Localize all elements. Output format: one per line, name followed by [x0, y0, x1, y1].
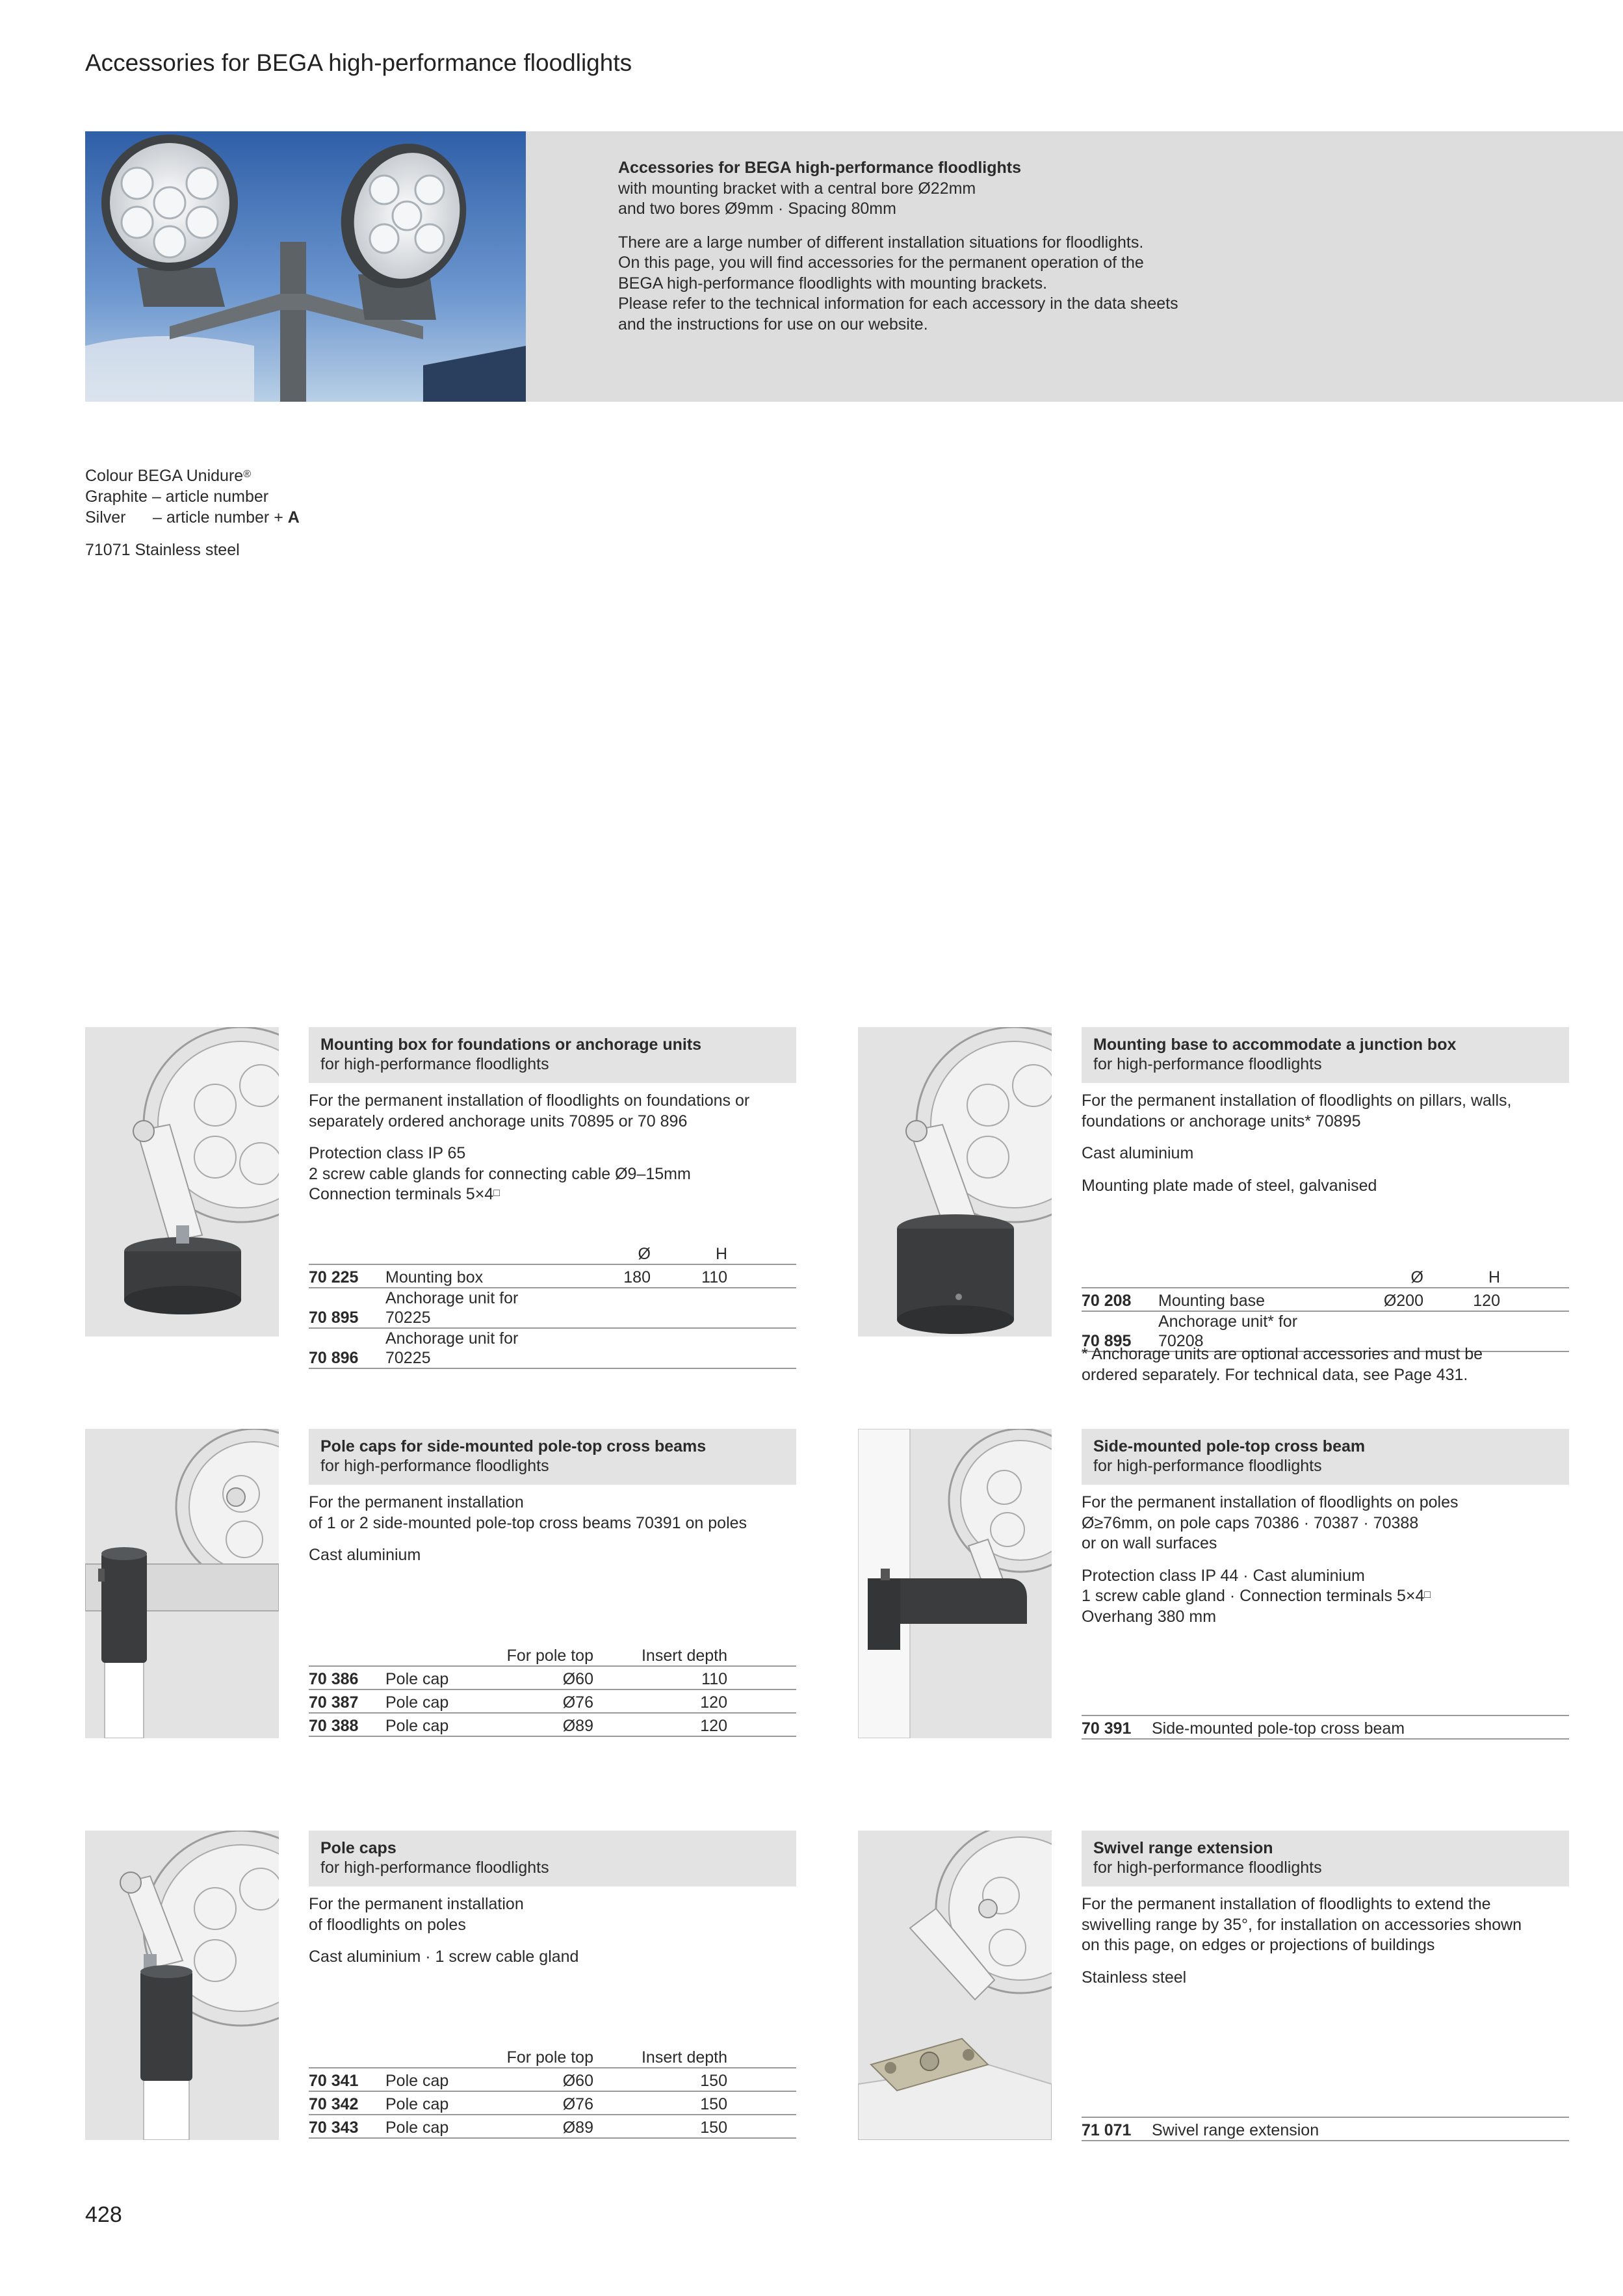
- note-line: * Anchorage units are optional accessories and must be: [1082, 1345, 1483, 1363]
- colour-silver-text: – article number +: [153, 508, 283, 527]
- table-row: [309, 2115, 796, 2138]
- article-name: Pole cap: [385, 2091, 463, 2115]
- article-name: Mounting box: [385, 1264, 566, 1288]
- pole-cap-image: [85, 1831, 279, 2140]
- product-title: Pole caps for side-mounted pole-top cross beams: [320, 1437, 707, 1455]
- page-number: 428: [85, 2202, 122, 2227]
- product-title: Mounting base to accommodate a junction box: [1093, 1036, 1457, 1054]
- col-header-diameter: Ø: [638, 1245, 651, 1263]
- desc-line: For the permanent installation: [309, 1493, 524, 1511]
- col-header-height: H: [715, 1245, 727, 1263]
- product-subtitle: for high-performance floodlights: [320, 1859, 549, 1877]
- colour-silver-suffix: A: [287, 508, 300, 527]
- square-mm-icon: □: [1424, 1589, 1431, 1600]
- hero-paragraph-line: On this page, you will find accessories for the permanent operation of the: [618, 254, 1144, 272]
- article-pole-top: Ø60: [463, 1666, 610, 1689]
- article-number: 70 208: [1082, 1288, 1158, 1311]
- table-row: [309, 2091, 796, 2115]
- pole-cap-description: [309, 1894, 803, 1979]
- desc-line: separately ordered anchorage units 70895 or 70 896: [309, 1112, 688, 1130]
- mounting-base-image: [858, 1027, 1052, 1337]
- article-number: 70 342: [309, 2091, 385, 2115]
- colour-legend: [85, 465, 300, 560]
- article-pole-top: Ø76: [463, 1689, 610, 1713]
- plate-spec: Mounting plate made of steel, galvanised: [1082, 1176, 1377, 1195]
- product-title: Pole caps: [320, 1839, 396, 1857]
- spec-line: Connection terminals 5×4: [309, 1185, 494, 1203]
- page-title: Accessories for BEGA high-performance floodlights: [85, 49, 632, 76]
- pole-cap-cross-beam-header: [309, 1429, 796, 1485]
- article-number: 70 895: [309, 1288, 385, 1328]
- desc-line: foundations or anchorage units* 70895: [1082, 1112, 1361, 1130]
- table-row: [1082, 1288, 1569, 1311]
- article-name: Pole cap: [385, 1689, 463, 1713]
- product-subtitle: for high-performance floodlights: [320, 1055, 549, 1073]
- mounting-base-table: [1082, 1266, 1569, 1352]
- spec-line: 1 screw cable gland · Connection terminals 5×4: [1082, 1587, 1425, 1605]
- article-diameter: Ø200: [1339, 1288, 1435, 1311]
- hero-paragraph-line: There are a large number of different installation situations for floodlights.: [618, 233, 1144, 252]
- article-name: Anchorage unit* for 70208: [1158, 1311, 1339, 1351]
- hero-line: with mounting bracket with a central bore Ø22mm: [618, 179, 976, 198]
- article-number: 70 896: [309, 1328, 385, 1368]
- swivel-extension-header: [1082, 1831, 1569, 1886]
- material: Cast aluminium: [1082, 1144, 1194, 1162]
- table-row: [309, 1328, 796, 1368]
- registered-mark: ®: [243, 469, 251, 480]
- colour-graphite: Graphite – article number: [85, 488, 269, 506]
- square-mm-icon: □: [493, 1188, 500, 1199]
- article-insert-depth: 150: [610, 2068, 796, 2091]
- mounting-box-header: [309, 1027, 796, 1083]
- article-height: 120: [1435, 1288, 1569, 1311]
- mounting-box-description: [309, 1091, 803, 1217]
- cross-beam-table: [1082, 1715, 1569, 1740]
- article-pole-top: Ø76: [463, 2091, 610, 2115]
- pole-cap-cross-beam-table: [309, 1645, 796, 1737]
- colour-silver-label: Silver: [85, 508, 126, 527]
- colour-stainless: 71071 Stainless steel: [85, 541, 240, 559]
- spec-line: Protection class IP 65: [309, 1144, 466, 1162]
- table-row: [309, 1264, 796, 1288]
- article-insert-depth: 150: [610, 2115, 796, 2138]
- article-insert-depth: 110: [610, 1666, 796, 1689]
- article-pole-top: Ø89: [463, 1713, 610, 1736]
- desc-line: For the permanent installation: [309, 1895, 524, 1913]
- material: Cast aluminium: [309, 1546, 421, 1564]
- mounting-base-description: [1082, 1091, 1576, 1208]
- spec-line: 2 screw cable glands for connecting cable Ø9–15mm: [309, 1164, 691, 1183]
- hero-paragraph-line: Please refer to the technical information for each accessory in the data sheets: [618, 294, 1178, 313]
- table-row: [1082, 2117, 1569, 2141]
- material: Stainless steel: [1082, 1968, 1187, 1987]
- article-number: 70 895: [1082, 1311, 1158, 1351]
- col-header-insert-depth: Insert depth: [641, 2048, 727, 2067]
- article-insert-depth: 120: [610, 1689, 796, 1713]
- article-number: 70 343: [309, 2115, 385, 2138]
- table-row: [309, 1666, 796, 1689]
- note-line: ordered separately. For technical data, see Page 431.: [1082, 1365, 1468, 1384]
- desc-line: Ø≥76mm, on pole caps 70386 · 70387 · 70388: [1082, 1513, 1419, 1532]
- table-row: [309, 1713, 796, 1736]
- pole-cap-table: [309, 2046, 796, 2139]
- mounting-base-header: [1082, 1027, 1569, 1083]
- article-pole-top: Ø60: [463, 2068, 610, 2091]
- hero-line: and two bores Ø9mm · Spacing 80mm: [618, 200, 896, 218]
- desc-line: swivelling range by 35°, for installation on accessories shown: [1082, 1915, 1522, 1934]
- cross-beam-header: [1082, 1429, 1569, 1485]
- desc-line: For the permanent installation of floodlights on poles: [1082, 1493, 1459, 1511]
- article-number: 70 341: [309, 2068, 385, 2091]
- article-pole-top: Ø89: [463, 2115, 610, 2138]
- hero-paragraph-line: BEGA high-performance floodlights with mounting brackets.: [618, 274, 1048, 293]
- product-subtitle: for high-performance floodlights: [1093, 1859, 1322, 1877]
- article-height: 110: [662, 1264, 796, 1288]
- mounting-box-table: [309, 1243, 796, 1369]
- col-header-pole-top: For pole top: [506, 1647, 593, 1665]
- article-number: 70 388: [309, 1713, 385, 1736]
- mounting-box-image: [85, 1027, 279, 1337]
- article-name: Side-mounted pole-top cross beam: [1152, 1715, 1569, 1739]
- swivel-extension-description: [1082, 1894, 1576, 2000]
- article-name: Mounting base: [1158, 1288, 1339, 1311]
- article-name: Anchorage unit for 70225: [385, 1288, 566, 1328]
- table-row: [309, 1689, 796, 1713]
- article-number: 70 386: [309, 1666, 385, 1689]
- hero-heading: Accessories for BEGA high-performance floodlights: [618, 159, 1022, 177]
- article-number: 70 391: [1082, 1715, 1152, 1739]
- desc-line: For the permanent installation of floodlights on foundations or: [309, 1091, 750, 1110]
- article-name: Anchorage unit for 70225: [385, 1328, 566, 1368]
- desc-line: on this page, on edges or projections of buildings: [1082, 1936, 1435, 1954]
- hero-description: [618, 158, 1268, 348]
- hero-floodlight-photo: [85, 131, 526, 402]
- article-diameter: 180: [566, 1264, 662, 1288]
- article-number: 70 387: [309, 1689, 385, 1713]
- table-row: [309, 2068, 796, 2091]
- cross-beam-description: [1082, 1493, 1576, 1639]
- article-insert-depth: 150: [610, 2091, 796, 2115]
- material: Cast aluminium · 1 screw cable gland: [309, 1948, 579, 1966]
- product-title: Swivel range extension: [1093, 1839, 1273, 1857]
- article-name: Pole cap: [385, 2115, 463, 2138]
- article-number: 71 071: [1082, 2117, 1152, 2141]
- desc-line: or on wall surfaces: [1082, 1534, 1217, 1552]
- spec-line: Overhang 380 mm: [1082, 1607, 1217, 1626]
- swivel-extension-table: [1082, 2117, 1569, 2141]
- article-insert-depth: 120: [610, 1713, 796, 1736]
- article-name: Pole cap: [385, 1666, 463, 1689]
- hero-paragraph-line: and the instructions for use on our website.: [618, 315, 928, 333]
- article-name: Swivel range extension: [1152, 2117, 1569, 2141]
- pole-cap-header: [309, 1831, 796, 1886]
- pole-cap-cross-beam-description: [309, 1493, 803, 1578]
- swivel-extension-image: [858, 1831, 1052, 2140]
- product-title: Mounting box for foundations or anchorage units: [320, 1036, 702, 1054]
- product-subtitle: for high-performance floodlights: [1093, 1457, 1322, 1475]
- desc-line: For the permanent installation of floodlights on pillars, walls,: [1082, 1091, 1512, 1110]
- product-subtitle: for high-performance floodlights: [1093, 1055, 1322, 1073]
- spec-line: Protection class IP 44 · Cast aluminium: [1082, 1566, 1365, 1585]
- article-name: Pole cap: [385, 1713, 463, 1736]
- desc-line: of floodlights on poles: [309, 1915, 466, 1934]
- col-header-diameter: Ø: [1410, 1268, 1423, 1286]
- article-number: 70 225: [309, 1264, 385, 1288]
- col-header-insert-depth: Insert depth: [641, 1647, 727, 1665]
- pole-cap-cross-beam-image: [85, 1429, 279, 1738]
- table-row: [309, 1288, 796, 1328]
- col-header-height: H: [1488, 1268, 1500, 1286]
- anchorage-note: [1082, 1344, 1576, 1385]
- desc-line: For the permanent installation of floodlights to extend the: [1082, 1895, 1491, 1913]
- product-title: Side-mounted pole-top cross beam: [1093, 1437, 1366, 1455]
- desc-line: of 1 or 2 side-mounted pole-top cross beams 70391 on poles: [309, 1513, 747, 1532]
- table-row: [1082, 1715, 1569, 1739]
- col-header-pole-top: For pole top: [506, 2048, 593, 2067]
- colour-title: Colour BEGA Unidure: [85, 467, 244, 485]
- article-name: Pole cap: [385, 2068, 463, 2091]
- cross-beam-image: [858, 1429, 1052, 1738]
- product-subtitle: for high-performance floodlights: [320, 1457, 549, 1475]
